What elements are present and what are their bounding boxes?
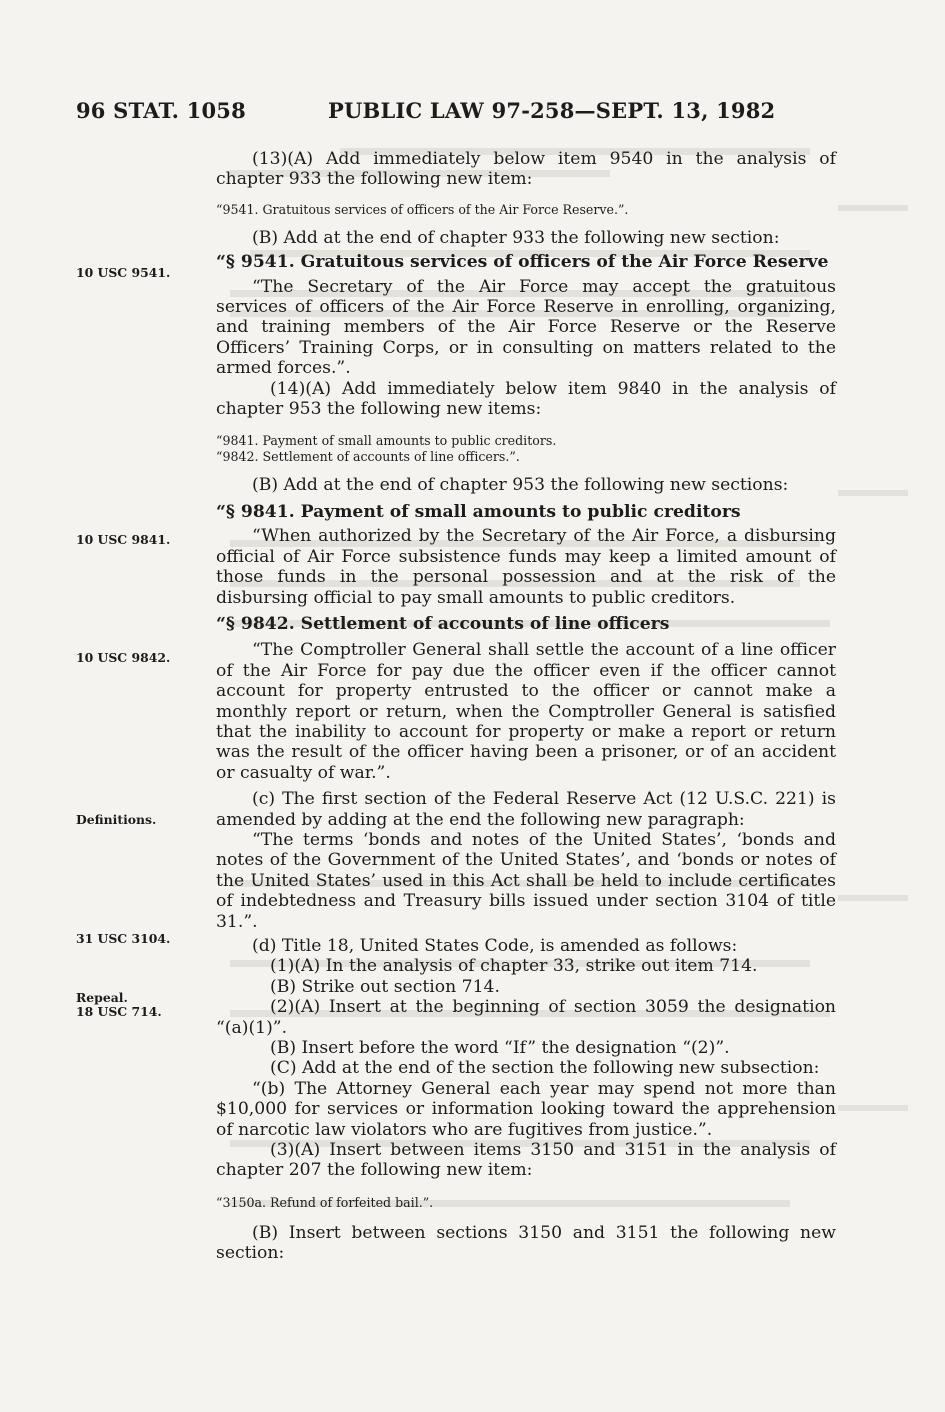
section-heading-9842: “§ 9842. Settlement of accounts of line officers [216,613,670,634]
paragraph-d3a: (3)(A) Insert between items 3150 and 3151 in the analysis of chapter 207 the following new item: [216,1140,836,1181]
paragraph-d2b: (B) Insert before the word “If” the designation “(2)”. [270,1038,730,1059]
margin-note-usc-3104: 31 USC 3104. [76,931,171,946]
paragraph-d1a: (1)(A) In the analysis of chapter 33, strike out item 714. [270,956,758,977]
margin-note-definitions: Definitions. [76,812,157,827]
analysis-item-9841: “9841. Payment of small amounts to public creditors. [216,433,557,449]
paragraph-d1b: (B) Strike out section 714. [270,976,500,997]
repeal-usc-714: 18 USC 714. [76,1004,162,1019]
margin-note-usc-9541: 10 USC 9541. [76,265,171,280]
stat-page-number: 96 STAT. 1058 [76,98,246,123]
paragraph-d: (d) Title 18, United States Code, is amended as follows: [252,936,738,956]
paragraph-d2c-quote: “(b) The Attorney General each year may spend not more than $10,000 for services or information looking toward the apprehension of narcotic law violators who are fugitives from justice.”. [216,1078,836,1140]
paragraph-14b: (B) Add at the end of chapter 953 the following new sections: [252,475,789,496]
paragraph-c: (c) The first section of the Federal Reserve Act (12 U.S.C. 221) is amended by adding at the end the following new paragraph: [216,789,836,830]
paragraph-14a: (14)(A) Add immediately below item 9840 in the analysis of chapter 953 the following new items: [216,378,836,420]
analysis-item-3150a: “3150a. Refund of forfeited bail.”. [216,1194,434,1210]
paragraph-d2a: (2)(A) Insert at the beginning of section 3059 the designation “(a)(1)”. [216,997,836,1038]
section-text-9541: “The Secretary of the Air Force may accept the gratuitous services of officers of the Air Force Reserve in enrolling, organizing, and training members of the Air Force Reserve or the Reserve Officers’ Training Corps, or in consulting on matters related to the armed forces.”. [216,276,836,379]
paragraph-13a: (13)(A) Add immediately below item 9540 in the analysis of chapter 933 the following new item: [216,149,836,190]
paragraph-d2c: (C) Add at the end of the section the following new subsection: [270,1058,820,1079]
repeal-label: Repeal. [76,990,128,1005]
page-title: PUBLIC LAW 97-258—SEPT. 13, 1982 [328,98,776,123]
paragraph-d3b: (B) Insert between sections 3150 and 3151 the following new section: [216,1222,836,1264]
margin-note-usc-9842: 10 USC 9842. [76,650,171,665]
analysis-item-9541: “9541. Gratuitous services of officers of the Air Force Reserve.”. [216,201,629,217]
margin-note-repeal [76,991,162,1019]
section-heading-9541: “§ 9541. Gratuitous services of officers of the Air Force Reserve [216,252,829,273]
section-text-9842: “The Comptroller General shall settle the account of a line officer of the Air Force for pay due the officer even if the officer cannot account for property entrusted to the officer or cannot make a monthly report or return, when the Comptroller General is satisfied that the inability to account for property or make a report or return was the result of the officer having been a prisoner, or of an accident or casualty of war.”. [216,640,836,783]
analysis-item-9842: “9842. Settlement of accounts of line officers.”. [216,449,520,465]
paragraph-c-quote: “The terms ‘bonds and notes of the United States’, ‘bonds and notes of the Government of the United States’, and ‘bonds or notes of the United States’ used in this Act shall be held to include certificates of indebtedness and Treasury bills issued under section 3104 of title 31.”. [216,829,836,932]
paragraph-13b: (B) Add at the end of chapter 933 the following new section: [252,227,780,248]
section-heading-9841: “§ 9841. Payment of small amounts to public creditors [216,501,741,522]
body-text [216,149,836,1264]
section-text-9841: “When authorized by the Secretary of the Air Force, a disbursing official of Air Force subsistence funds may keep a limited amount of those funds in the personal possession and at the risk of the disbursing official to pay small amounts to public creditors. [216,526,836,608]
margin-note-usc-9841: 10 USC 9841. [76,532,171,547]
